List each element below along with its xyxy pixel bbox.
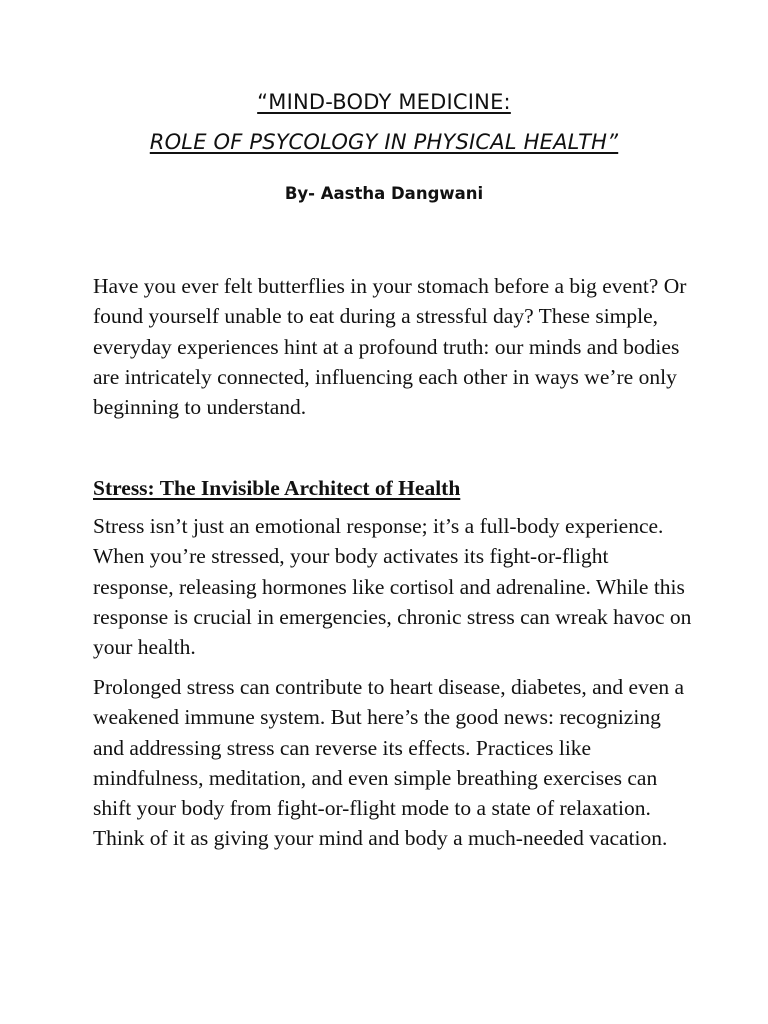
author-byline: By- Aastha Dangwani — [284, 184, 484, 203]
document-title-line-2: ROLE OF PSYCOLOGY IN PHYSICAL HEALTH” — [149, 130, 619, 154]
section-paragraph-1: Stress isn’t just an emotional response; it’s a full-body experience. When you’re stressed, your body activates its fight-or-flight response, releasing hormones like cortisol and adrenaline. While this response is crucial in emergencies, chronic stress can wreak havoc on your health. — [93, 514, 692, 660]
section-paragraph-2: Prolonged stress can contribute to heart disease, diabetes, and even a weakened immune system. But here’s the good news: recognizing and addressing stress can reverse its effects. Practices like mindfulness, meditation, and even simple breathing exercises can shift your body from fight-or-flight mode to a state of relaxation. Think of it as giving your mind and body a much-needed vacation. — [93, 675, 685, 851]
document-title-line-1: “MIND-BODY MEDICINE: — [257, 90, 511, 114]
intro-paragraph: Have you ever felt butterflies in your stomach before a big event? Or found yourself unable to eat during a stressful day? These simple, everyday experiences hint at a profound truth: our minds and bodies are intricately connected, influencing each other in ways we’re only beginning to understand. — [93, 274, 687, 420]
section-heading: Stress: The Invisible Architect of Health — [93, 476, 461, 500]
